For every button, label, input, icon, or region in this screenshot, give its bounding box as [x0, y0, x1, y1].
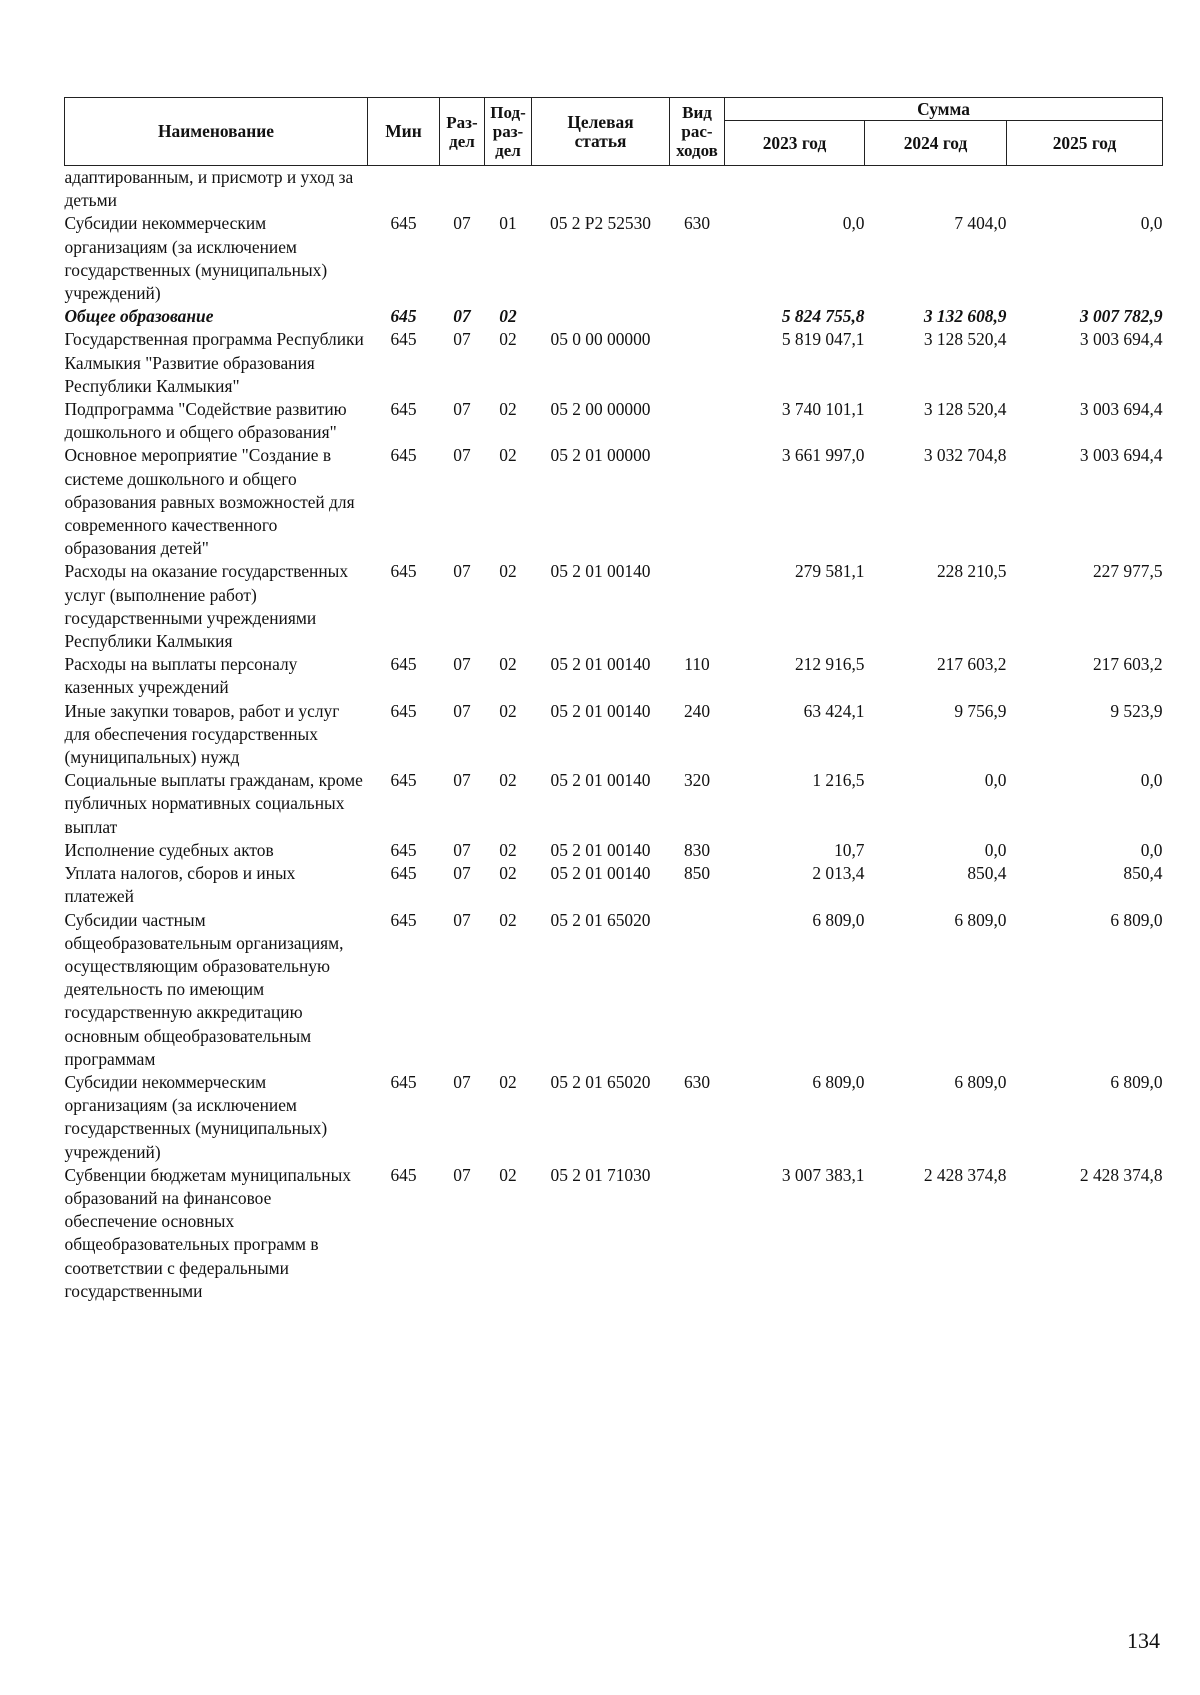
cell-vid-rashodov	[670, 1164, 725, 1303]
cell-min: 645	[390, 213, 417, 234]
cell-name: Уплата налогов, сборов и иных платежей	[64, 863, 296, 907]
table-row	[65, 839, 1163, 862]
cell-razdel: 07	[453, 306, 471, 327]
cell-sum-2025: 217 603,2	[1092, 654, 1163, 675]
cell-sum-2024: 9 756,9	[954, 700, 1007, 721]
cell-sum-2024: 228 210,5	[936, 561, 1007, 582]
cell-sum-2025: 6 809,0	[1110, 1071, 1163, 1092]
cell-celevaya-statya	[532, 166, 670, 213]
cell-sum-2023: 5 824 755,8	[781, 306, 865, 327]
cell-sum-2023: 63 424,1	[803, 700, 865, 721]
cell-sum-2024: 850,4	[967, 863, 1007, 884]
cell-min: 645	[390, 863, 417, 884]
header-min: Мин	[368, 98, 440, 166]
table-row	[65, 328, 1163, 398]
cell-celevaya-statya: 05 2 01 65020	[550, 1071, 651, 1092]
table-row	[65, 909, 1163, 1071]
cell-sum-2024	[865, 166, 1007, 213]
table-row	[65, 1164, 1163, 1303]
cell-min: 645	[390, 700, 417, 721]
table-row	[65, 653, 1163, 699]
cell-vid-rashodov	[670, 444, 725, 560]
cell-name: Государственная программа Республики Калмыкия "Развитие образования Республики Калмыкия"	[64, 329, 364, 396]
cell-min: 645	[390, 306, 417, 327]
cell-podrazdel: 02	[499, 561, 517, 582]
cell-celevaya-statya: 05 2 01 00000	[550, 445, 651, 466]
cell-sum-2023: 279 581,1	[794, 561, 865, 582]
page-number: 134	[1127, 1628, 1160, 1653]
table-row	[65, 305, 1163, 328]
cell-vid-rashodov: 110	[684, 654, 710, 675]
table-row	[65, 212, 1163, 305]
cell-name: Общее образование	[64, 306, 214, 327]
cell-sum-2024: 0,0	[984, 839, 1007, 860]
cell-vid-rashodov	[670, 328, 725, 398]
cell-name: Социальные выплаты гражданам, кроме публичных нормативных социальных выплат	[64, 770, 363, 837]
cell-celevaya-statya: 05 0 00 00000	[550, 329, 651, 350]
cell-sum-2025: 9 523,9	[1110, 700, 1163, 721]
table-row	[65, 398, 1163, 444]
cell-sum-2023	[725, 166, 865, 213]
cell-name: Исполнение судебных актов	[64, 839, 274, 860]
header-summa: Сумма	[725, 98, 1163, 121]
cell-sum-2023: 3 007 383,1	[781, 1164, 865, 1185]
cell-razdel	[440, 166, 485, 213]
cell-min: 645	[390, 1071, 417, 1092]
cell-sum-2025: 0,0	[1140, 770, 1163, 791]
cell-sum-2024: 0,0	[984, 770, 1007, 791]
cell-sum-2024: 3 132 608,9	[923, 306, 1007, 327]
cell-celevaya-statya: 05 2 01 71030	[550, 1164, 651, 1185]
cell-min: 645	[390, 654, 417, 675]
cell-vid-rashodov: 850	[683, 863, 711, 884]
cell-podrazdel: 02	[499, 306, 517, 327]
cell-celevaya-statya: 05 2 01 00140	[550, 770, 651, 791]
cell-min: 645	[390, 1164, 417, 1185]
cell-sum-2025: 3 007 782,9	[1079, 306, 1163, 327]
table-body	[65, 166, 1163, 1303]
cell-min: 645	[390, 839, 417, 860]
cell-sum-2023: 212 916,5	[794, 654, 865, 675]
cell-celevaya-statya: 05 2 01 00140	[550, 839, 651, 860]
cell-sum-2023: 0,0	[842, 213, 865, 234]
cell-podrazdel: 02	[499, 863, 517, 884]
cell-razdel: 07	[453, 863, 471, 884]
cell-celevaya-statya: 05 2 01 00140	[550, 654, 651, 675]
cell-vid-rashodov: 320	[683, 770, 711, 791]
cell-name: Подпрограмма "Содействие развитию дошкольного и общего образования"	[64, 399, 347, 443]
cell-razdel: 07	[453, 654, 471, 675]
cell-razdel: 07	[453, 329, 471, 350]
table-row	[65, 444, 1163, 560]
cell-sum-2023: 1 216,5	[812, 770, 865, 791]
header-name: Наименование	[65, 98, 368, 166]
cell-sum-2024: 217 603,2	[936, 654, 1007, 675]
cell-celevaya-statya	[532, 305, 670, 328]
cell-podrazdel: 02	[499, 700, 517, 721]
cell-sum-2024: 3 128 520,4	[923, 399, 1007, 420]
cell-sum-2025: 6 809,0	[1110, 909, 1163, 930]
cell-sum-2023: 3 661 997,0	[781, 445, 865, 466]
header-vid-rashodov: Вид рас- ходов	[670, 98, 725, 166]
header-celevaya-statya: Целевая статья	[532, 98, 670, 166]
cell-vid-rashodov: 630	[683, 1071, 711, 1092]
budget-table	[64, 97, 1163, 1303]
cell-podrazdel	[485, 166, 532, 213]
cell-razdel: 07	[453, 700, 471, 721]
cell-name: адаптированным, и присмотр и уход за детьми	[64, 167, 354, 211]
cell-razdel: 07	[453, 770, 471, 791]
cell-podrazdel: 02	[499, 329, 517, 350]
cell-razdel: 07	[453, 1071, 471, 1092]
table-row	[65, 1071, 1163, 1164]
cell-celevaya-statya: 05 2 01 00140	[550, 863, 651, 884]
cell-min: 645	[390, 329, 417, 350]
cell-podrazdel: 02	[499, 399, 517, 420]
cell-vid-rashodov	[670, 398, 725, 444]
header-podrazdel: Под- раз- дел	[485, 98, 532, 166]
header-year-2023: 2023 год	[725, 121, 865, 166]
table-row	[65, 166, 1163, 213]
cell-podrazdel: 02	[499, 770, 517, 791]
cell-sum-2023: 2 013,4	[812, 863, 865, 884]
cell-sum-2024: 7 404,0	[954, 213, 1007, 234]
table-row	[65, 560, 1163, 653]
cell-min: 645	[390, 909, 417, 930]
table-row	[65, 769, 1163, 839]
cell-podrazdel: 02	[499, 1164, 517, 1185]
cell-razdel: 07	[453, 213, 471, 234]
cell-podrazdel: 02	[499, 445, 517, 466]
cell-min	[368, 166, 440, 213]
cell-min: 645	[390, 445, 417, 466]
cell-vid-rashodov: 830	[683, 839, 711, 860]
cell-sum-2023: 3 740 101,1	[781, 399, 865, 420]
cell-podrazdel: 02	[499, 839, 517, 860]
cell-sum-2025	[1007, 166, 1163, 213]
cell-razdel: 07	[453, 399, 471, 420]
cell-sum-2023: 10,7	[834, 839, 865, 860]
cell-podrazdel: 02	[499, 654, 517, 675]
table-header	[65, 98, 1163, 166]
cell-name: Субсидии некоммерческим организациям (за исключением государственных (муниципальных) учреждений)	[64, 213, 328, 304]
cell-name: Иные закупки товаров, работ и услуг для обеспечения государственных (муниципальных) нужд	[64, 700, 340, 768]
cell-vid-rashodov	[670, 909, 725, 1071]
cell-celevaya-statya: 05 2 00 00000	[550, 399, 651, 420]
cell-sum-2024: 6 809,0	[954, 1071, 1007, 1092]
cell-podrazdel: 01	[499, 213, 517, 234]
cell-celevaya-statya: 05 2 01 00140	[550, 700, 651, 721]
cell-sum-2025: 3 003 694,4	[1079, 445, 1163, 466]
header-year-2024: 2024 год	[865, 121, 1007, 166]
cell-razdel: 07	[453, 561, 471, 582]
cell-sum-2023: 6 809,0	[812, 909, 865, 930]
table-row	[65, 862, 1163, 908]
cell-sum-2023: 5 819 047,1	[781, 329, 865, 350]
cell-sum-2024: 3 128 520,4	[923, 329, 1007, 350]
cell-vid-rashodov: 240	[683, 700, 711, 721]
cell-min: 645	[390, 770, 417, 791]
cell-min: 645	[390, 399, 417, 420]
header-razdel: Раз- дел	[440, 98, 485, 166]
cell-name: Расходы на оказание государственных услуг (выполнение работ) государственными учреждениями Республики Калмыкия	[64, 561, 349, 652]
cell-razdel: 07	[453, 839, 471, 860]
cell-razdel: 07	[453, 1164, 471, 1185]
cell-sum-2025: 3 003 694,4	[1079, 399, 1163, 420]
table-row	[65, 700, 1163, 770]
cell-vid-rashodov: 630	[683, 213, 711, 234]
cell-podrazdel: 02	[499, 909, 517, 930]
cell-celevaya-statya: 05 2 01 65020	[550, 909, 651, 930]
cell-celevaya-statya: 05 2 01 00140	[550, 561, 651, 582]
cell-vid-rashodov	[670, 166, 725, 213]
cell-vid-rashodov	[670, 305, 725, 328]
cell-podrazdel: 02	[499, 1071, 517, 1092]
cell-sum-2024: 2 428 374,8	[923, 1164, 1007, 1185]
cell-name: Расходы на выплаты персоналу казенных учреждений	[64, 654, 298, 698]
cell-name: Основное мероприятие "Создание в системе дошкольного и общего образования равных возможностей для современного качественного образования детей"	[64, 445, 355, 559]
cell-sum-2025: 227 977,5	[1092, 561, 1163, 582]
cell-sum-2025: 850,4	[1123, 863, 1163, 884]
cell-sum-2025: 3 003 694,4	[1079, 329, 1163, 350]
cell-sum-2025: 2 428 374,8	[1079, 1164, 1163, 1185]
cell-celevaya-statya: 05 2 Р2 52530	[550, 213, 651, 234]
cell-min: 645	[390, 561, 417, 582]
header-year-2025: 2025 год	[1007, 121, 1163, 166]
cell-sum-2025: 0,0	[1140, 839, 1163, 860]
cell-sum-2024: 6 809,0	[954, 909, 1007, 930]
cell-vid-rashodov	[670, 560, 725, 653]
cell-sum-2023: 6 809,0	[812, 1071, 865, 1092]
cell-razdel: 07	[453, 445, 471, 466]
cell-name: Субсидии частным общеобразовательным организациям, осуществляющим образовательную деятельность по имеющим государственную аккредитацию основным общеобразовательным программам	[64, 909, 344, 1069]
cell-sum-2024: 3 032 704,8	[923, 445, 1007, 466]
cell-sum-2025: 0,0	[1140, 213, 1163, 234]
cell-name: Субвенции бюджетам муниципальных образований на финансовое обеспечение основных общеобразовательных программ в соответствии с федеральными государственными	[64, 1164, 351, 1301]
cell-name: Субсидии некоммерческим организациям (за исключением государственных (муниципальных) учреждений)	[64, 1071, 328, 1162]
cell-razdel: 07	[453, 909, 471, 930]
